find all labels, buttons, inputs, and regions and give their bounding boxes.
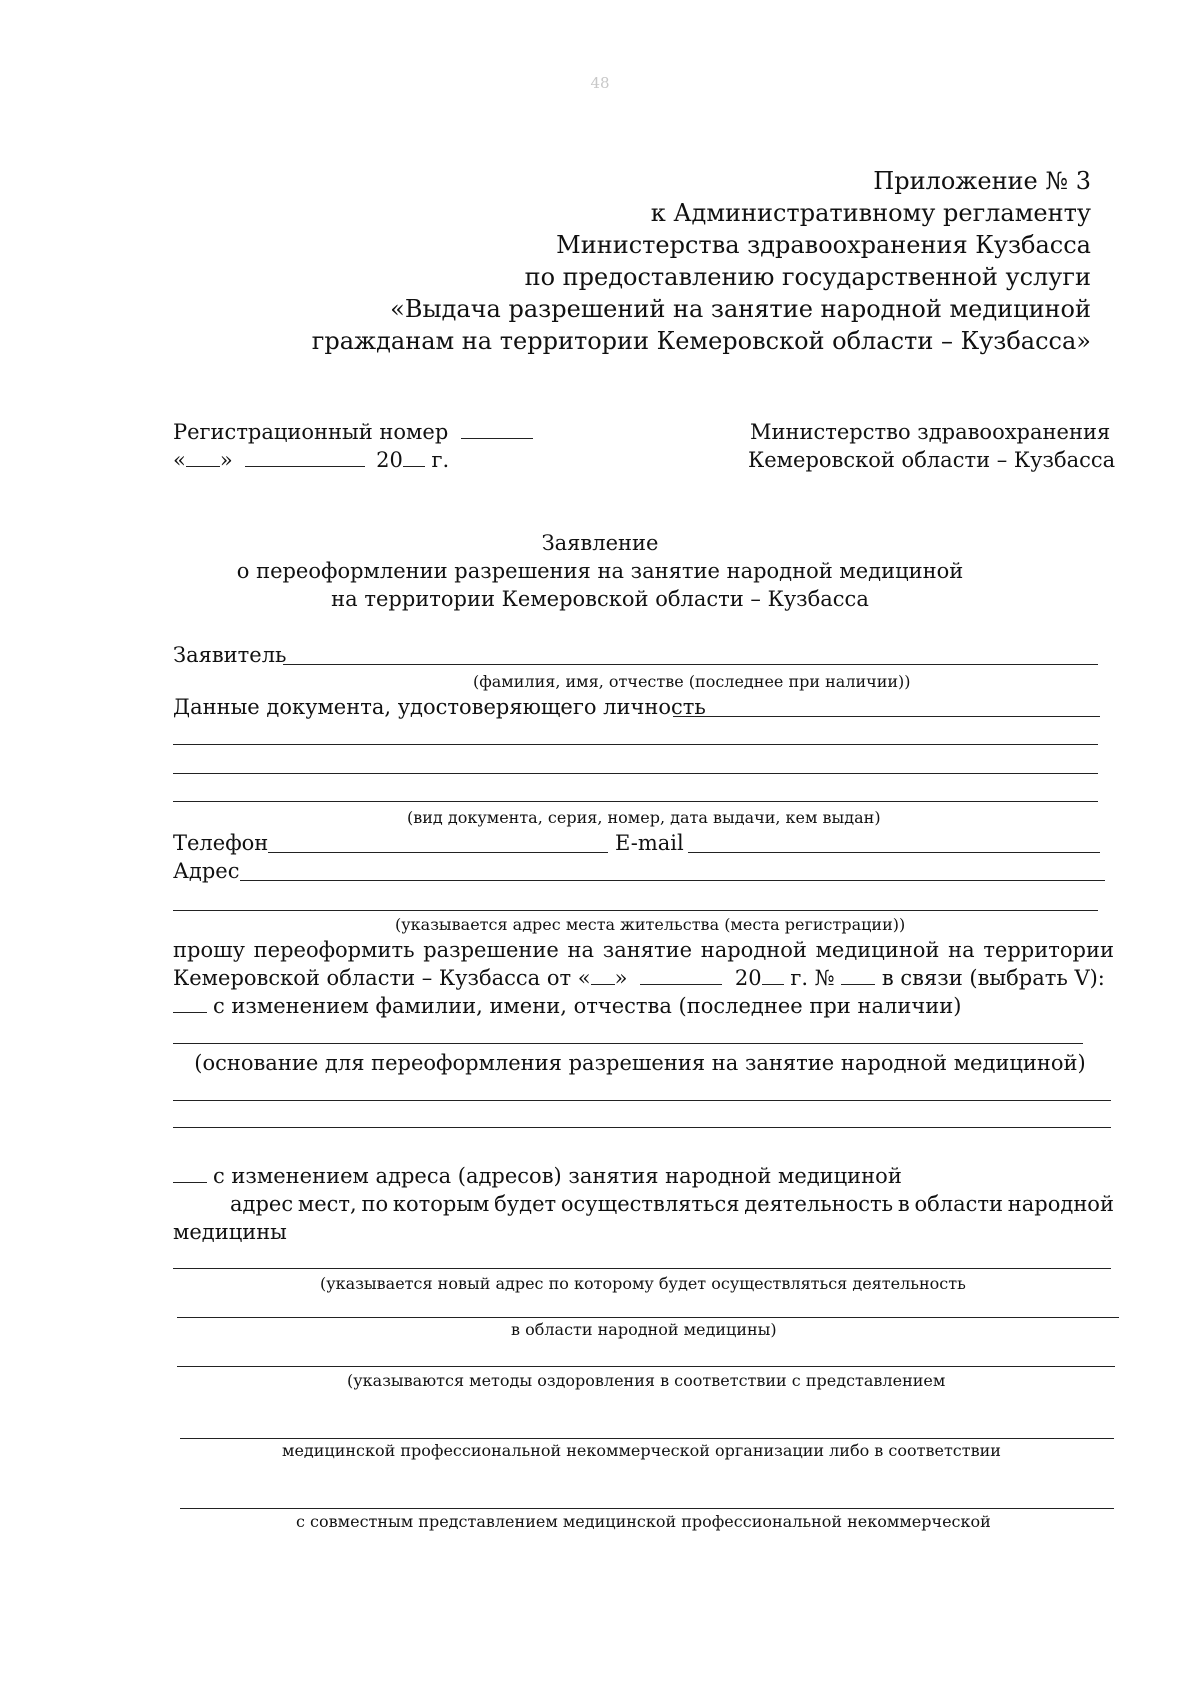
methods-field-1[interactable]	[177, 1366, 1115, 1367]
address-label: Адрес	[173, 859, 240, 883]
date-quote-close: »	[219, 448, 233, 472]
permit-day-field[interactable]	[591, 966, 615, 985]
methods-field-2[interactable]	[180, 1438, 1114, 1439]
document-title: Заявление	[541, 531, 659, 555]
header-line-3: Министерства здравоохранения Кузбасса	[556, 231, 1091, 259]
option-name-change-label: с изменением фамилии, имени, отчества (последнее при наличии)	[213, 994, 962, 1018]
new-address-hint-1: (указывается новый адрес по которому будет осуществляться деятельность	[320, 1274, 966, 1293]
name-change-reason-field-1[interactable]	[173, 1043, 1083, 1044]
registration-day-field[interactable]	[186, 448, 220, 467]
new-address-field-1[interactable]	[173, 1268, 1111, 1269]
methods-hint-3: с совместным представлением медицинской профессиональной некоммерческой	[296, 1512, 991, 1531]
date-quote-open: «	[173, 448, 186, 472]
request-line-1: прошу переоформить разрешение на занятие народной медициной на территории	[173, 938, 1114, 962]
applicant-hint: (фамилия, имя, отчестве (последнее при наличии))	[473, 672, 911, 691]
id-document-field-1[interactable]	[673, 716, 1100, 717]
address-hint: (указывается адрес места жительства (места регистрации))	[395, 915, 906, 934]
appendix-header	[312, 165, 1091, 357]
option-name-change-checkbox[interactable]	[173, 994, 207, 1013]
methods-hint-2: медицинской профессиональной некоммерческой организации либо в соответствии	[282, 1441, 1001, 1460]
applicant-label: Заявитель	[173, 643, 287, 667]
header-line-2: к Административному регламенту	[650, 199, 1091, 227]
name-change-reason-field-2[interactable]	[173, 1100, 1111, 1101]
registration-number-row	[173, 419, 533, 445]
request-line-2: Кемеровской области – Кузбасса от « » 20 г. № в связи (выбрать V):	[173, 966, 1105, 990]
document-subtitle-1: о переоформлении разрешения на занятие народной медициной	[236, 559, 964, 583]
new-address-field-2[interactable]	[177, 1317, 1119, 1318]
address-field-1[interactable]	[240, 880, 1105, 881]
email-label: E-mail	[615, 831, 684, 855]
header-line-5: «Выдача разрешений на занятие народной медициной	[390, 295, 1091, 323]
option-address-change-label: с изменением адреса (адресов) занятия народной медициной	[213, 1164, 902, 1188]
header-line-4: по предоставлению государственной услуги	[524, 263, 1091, 291]
name-change-reason-field-3[interactable]	[173, 1127, 1111, 1128]
registration-number-label: Регистрационный номер	[173, 420, 449, 444]
recipient-line-2: Кемеровской области – Кузбасса	[748, 448, 1116, 472]
registration-month-field[interactable]	[245, 448, 365, 467]
document-subtitle-2: на территории Кемеровской области – Кузбасса	[331, 587, 869, 611]
id-document-field-4[interactable]	[173, 801, 1098, 802]
registration-number-field[interactable]	[461, 420, 533, 439]
permit-year-field[interactable]	[762, 966, 784, 985]
id-document-field-3[interactable]	[173, 773, 1098, 774]
page-number: 48	[590, 74, 610, 92]
option-address-change-checkbox[interactable]	[173, 1164, 207, 1183]
addresses-line-2: медицины	[173, 1220, 287, 1244]
year-prefix: 20	[376, 448, 403, 472]
addresses-line-1: адрес мест, по которым будет осуществляться деятельность в области народной	[230, 1192, 1114, 1216]
registration-year-field[interactable]	[403, 448, 425, 467]
header-line-1: Приложение № 3	[873, 167, 1091, 195]
year-suffix: г.	[431, 448, 450, 472]
address-field-2[interactable]	[173, 910, 1098, 911]
new-address-hint-2: в области народной медицины)	[511, 1320, 777, 1339]
id-document-hint: (вид документа, серия, номер, дата выдачи, кем выдан)	[407, 808, 881, 827]
email-field[interactable]	[688, 852, 1100, 853]
recipient-line-1: Министерство здравоохранения	[750, 420, 1111, 444]
applicant-field[interactable]	[283, 664, 1098, 665]
id-document-label: Данные документа, удостоверяющего личность	[173, 695, 706, 719]
methods-hint-1: (указываются методы оздоровления в соответствии с представлением	[347, 1371, 946, 1390]
permit-number-field[interactable]	[841, 966, 875, 985]
header-line-6: гражданам на территории Кемеровской области – Кузбасса»	[311, 327, 1091, 355]
permit-month-field[interactable]	[640, 966, 722, 985]
registration-date-row	[173, 447, 449, 473]
methods-field-3[interactable]	[180, 1508, 1114, 1509]
id-document-field-2[interactable]	[173, 744, 1098, 745]
option-name-change	[173, 993, 961, 1019]
option-address-change	[173, 1163, 902, 1189]
name-change-reason-hint: (основание для переоформления разрешения на занятие народной медициной)	[194, 1051, 1086, 1075]
phone-field[interactable]	[268, 852, 608, 853]
phone-label: Телефон	[173, 831, 269, 855]
